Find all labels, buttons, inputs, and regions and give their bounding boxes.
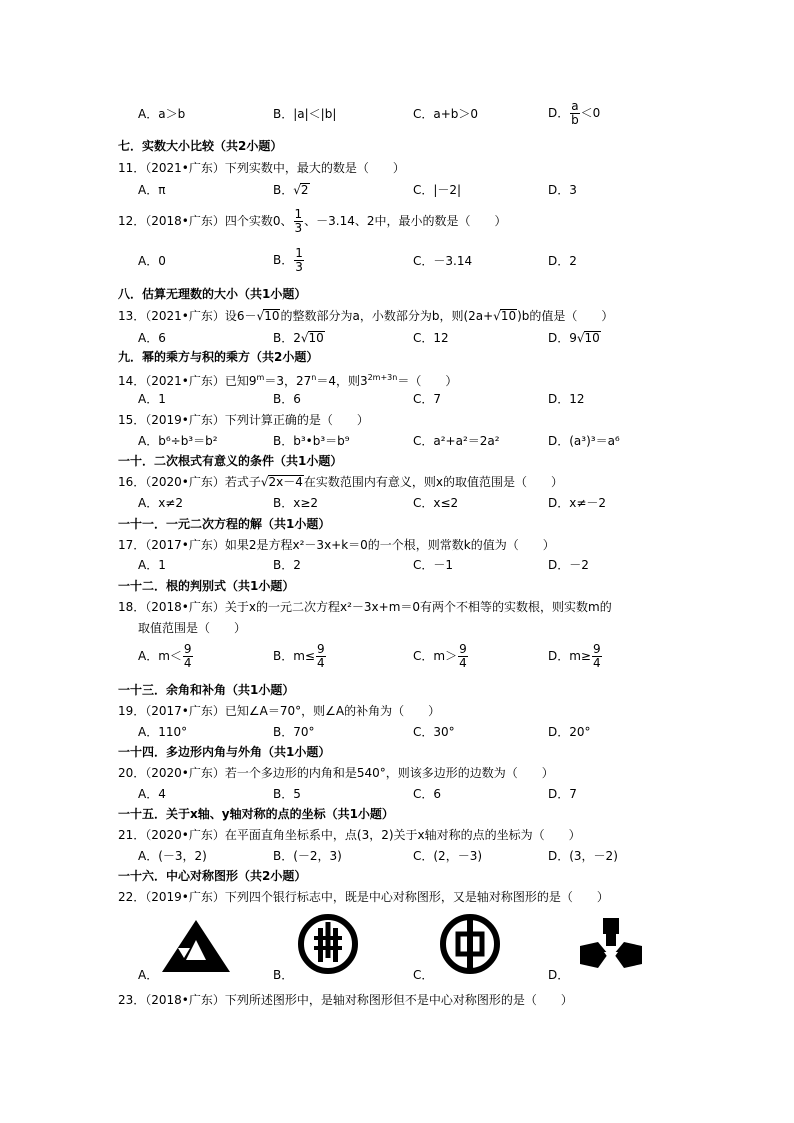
- q14-option-c: C．7: [413, 392, 442, 406]
- q11-option-b: B．√2: [273, 183, 309, 197]
- q21-option-a: A．(－3，2): [138, 849, 207, 863]
- q19-option-c: C．30°: [413, 725, 455, 739]
- question-11: 11．（2021•广东）下列实数中，最大的数是（ ）: [118, 161, 405, 175]
- q13-option-d: D．9√10: [548, 331, 600, 345]
- q15-option-c: C．a²+a²＝2a²: [413, 434, 500, 448]
- q12-option-b: B． $\frac{1}{3}$: [273, 246, 303, 274]
- fraction: $\frac{9}{4}$: [316, 642, 325, 670]
- q17-option-d: D．－2: [548, 558, 589, 572]
- q11-option-d: D．3: [548, 183, 577, 197]
- section-heading-12: 一十二．根的判别式（共1小题）: [118, 579, 295, 593]
- question-18-line-2: 取值范围是（ ）: [138, 621, 247, 635]
- q22-option-b: B．: [273, 968, 294, 982]
- question-13: 13．（2021•广东）设6－√10的整数部分为a，小数部分为b，则(2a+√10)b的值是（ ）: [118, 309, 614, 323]
- question-17: 17．（2017•广东）如果2是方程x²－3x+k＝0的一个根，则常数k的值为（ ）: [118, 538, 555, 552]
- q14-option-b: B．6: [273, 392, 301, 406]
- fraction: $\frac{9}{4}$: [459, 642, 467, 670]
- q16-option-d: D．x≠－2: [548, 496, 607, 510]
- q21-option-b: B．(－2，3): [273, 849, 342, 863]
- q17-option-c: C．－1: [413, 558, 454, 572]
- q22-option-c: C．: [413, 968, 434, 982]
- q11-option-a: A．π: [138, 183, 166, 197]
- section-heading-14: 一十四．多边形内角与外角（共1小题）: [118, 745, 331, 759]
- q17-option-a: A．1: [138, 558, 166, 572]
- question-14: 14．（2021•广东）已知$9^m=3$，$27^n=4$，则$3^{2m+3n}=$（ ）: [118, 373, 458, 388]
- q20-option-d: D．7: [548, 787, 577, 801]
- q20-option-c: C．6: [413, 787, 442, 801]
- bank-logo-d-icon: [576, 916, 646, 974]
- q22-option-d: D．: [548, 968, 570, 982]
- question-22: 22．（2019•广东）下列四个银行标志中，既是中心对称图形，又是轴对称图形的是（ ）: [118, 890, 609, 904]
- q15-option-b: B．b³•b³＝b⁹: [273, 434, 350, 448]
- question-16: 16．（2020•广东）若式子√2x－4在实数范围内有意义，则x的取值范围是（ ）: [118, 475, 564, 489]
- q13-option-b: B．2√10: [273, 331, 324, 345]
- fraction: $\frac{a}{b}$: [571, 99, 579, 127]
- q18-option-c: C．m＞ $\frac{9}{4}$: [413, 642, 467, 670]
- q16-option-b: B．x≥2: [273, 496, 319, 510]
- q20-option-b: B．5: [273, 787, 301, 801]
- q11-option-c: C．|－2|: [413, 183, 462, 197]
- question-20: 20．（2020•广东）若一个多边形的内角和是540°，则该多边形的边数为（ ）: [118, 766, 554, 780]
- bank-logo-a-icon: [160, 918, 232, 974]
- q14-option-a: A．1: [138, 392, 166, 406]
- q16-option-c: C．x≤2: [413, 496, 459, 510]
- q20-option-a: A．4: [138, 787, 166, 801]
- question-15: 15．（2019•广东）下列计算正确的是（ ）: [118, 413, 369, 427]
- q19-option-b: B．70°: [273, 725, 315, 739]
- section-heading-9: 九．幂的乘方与积的乘方（共2小题）: [118, 350, 319, 364]
- q19-option-a: A．110°: [138, 725, 188, 739]
- q21-option-d: D．(3，－2): [548, 849, 618, 863]
- question-21: 21．（2020•广东）在平面直角坐标系中，点(3，2)关于x轴对称的点的坐标为（ ）: [118, 828, 581, 842]
- question-23: 23．（2018•广东）下列所述图形中，是轴对称图形但不是中心对称图形的是（ ）: [118, 993, 573, 1007]
- q17-option-b: B．2: [273, 558, 301, 572]
- fraction: $\frac{1}{3}$: [294, 207, 303, 235]
- section-heading-8: 八．估算无理数的大小（共1小题）: [118, 287, 307, 301]
- section-heading-16: 一十六．中心对称图形（共2小题）: [118, 869, 307, 883]
- bank-logo-b-icon: [296, 912, 360, 976]
- q18-option-b: B．m≤ $\frac{9}{4}$: [273, 642, 325, 670]
- q16-option-a: A．x≠2: [138, 496, 184, 510]
- q13-option-a: A．6: [138, 331, 166, 345]
- bank-logo-c-icon: [438, 912, 502, 976]
- q19-option-d: D．20°: [548, 725, 591, 739]
- q15-option-d: D．(a³)³＝a⁶: [548, 434, 620, 448]
- q10-option-b: B．|a|＜|b|: [273, 107, 337, 121]
- q10-option-a: A．a＞b: [138, 107, 186, 121]
- q14-option-d: D．12: [548, 392, 585, 406]
- question-18-line-1: 18．（2018•广东）关于x的一元二次方程x²－3x+m＝0有两个不相等的实数根，则实数m的: [118, 600, 612, 614]
- question-12: 12．（2018•广东）四个实数0、 $\frac{1}{3}$ 、－3.14、2中，最小的数是（ ）: [118, 207, 507, 235]
- q12-option-d: D．2: [548, 254, 577, 268]
- section-heading-7: 七．实数大小比较（共2小题）: [118, 139, 283, 153]
- q21-option-c: C．(2，－3): [413, 849, 483, 863]
- q15-option-a: A．b⁶÷b³＝b²: [138, 434, 218, 448]
- q12-option-c: C．－3.14: [413, 254, 473, 268]
- q18-option-d: D．m≥ $\frac{9}{4}$: [548, 642, 601, 670]
- question-19: 19．（2017•广东）已知∠A＝70°，则∠A的补角为（ ）: [118, 704, 441, 718]
- section-heading-15: 一十五．关于x轴、y轴对称的点的坐标（共1小题）: [118, 807, 394, 821]
- q10-option-c: C．a+b＞0: [413, 107, 479, 121]
- q12-option-a: A．0: [138, 254, 166, 268]
- fraction: $\frac{9}{4}$: [593, 642, 601, 670]
- q22-option-a: A．: [138, 968, 159, 982]
- q10-option-d: D． $\frac{a}{b}$ ＜0: [548, 99, 601, 127]
- fraction: $\frac{1}{3}$: [295, 246, 303, 274]
- section-heading-11: 一十一．一元二次方程的解（共1小题）: [118, 517, 331, 531]
- section-heading-13: 一十三．余角和补角（共1小题）: [118, 683, 295, 697]
- fraction: $\frac{9}{4}$: [183, 642, 192, 670]
- q13-option-c: C．12: [413, 331, 449, 345]
- section-heading-10: 一十．二次根式有意义的条件（共1小题）: [118, 454, 343, 468]
- q18-option-a: A．m＜ $\frac{9}{4}$: [138, 642, 192, 670]
